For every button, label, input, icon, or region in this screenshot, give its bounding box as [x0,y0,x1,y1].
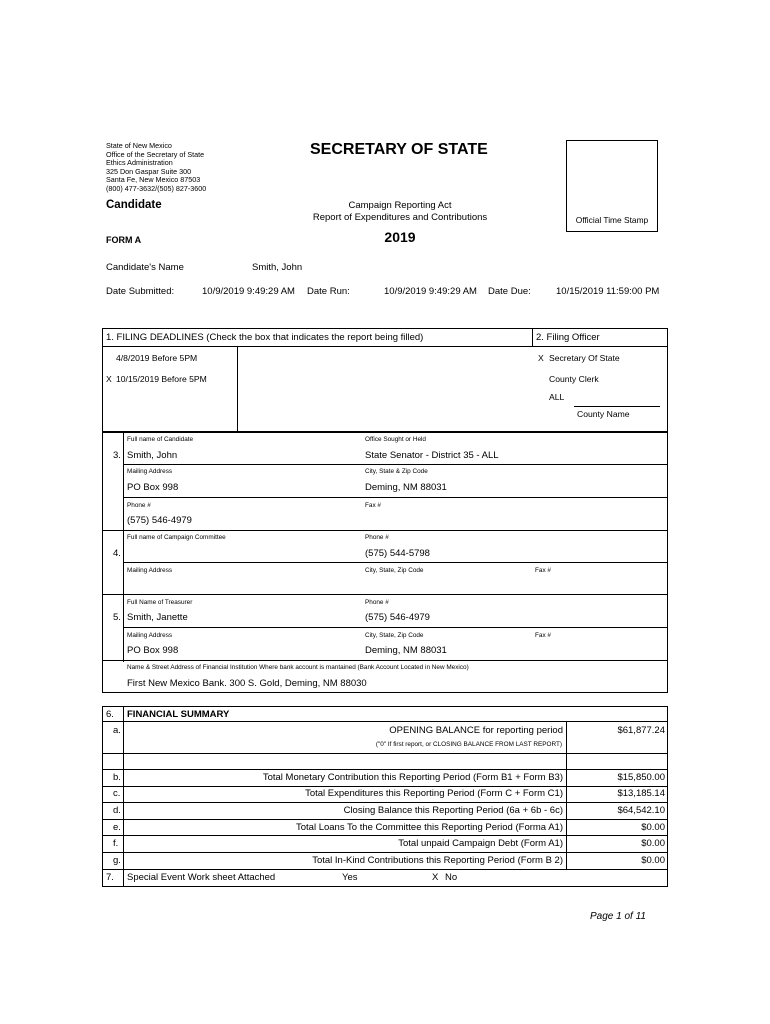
office-label: Office Sought or Held [365,436,426,443]
phone-label: Phone # [127,502,151,509]
city-state-zip-label: City, State & Zip Code [365,468,428,475]
committee-phone: (575) 544-5798 [365,548,430,559]
section-number: 6. [106,709,114,720]
date-run-value: 10/9/2019 9:49:29 AM [384,286,477,297]
deadline-option-2: 10/15/2019 Before 5PM [116,374,207,384]
unpaid-debt-value: $0.00 [641,838,665,849]
candidate-mailing-address: PO Box 998 [127,482,179,493]
page-number: Page 1 of 11 [590,911,646,922]
special-event-no-check: X [432,872,439,883]
address-line: 325 Don Gaspar Suite 300 [106,166,192,176]
treasurer-name-label: Full Name of Treasurer [127,599,193,606]
unpaid-debt-label: Total unpaid Campaign Debt (Form A1) [398,838,563,849]
address-line: Santa Fe, New Mexico 87503 [106,175,201,185]
act-line-1: Campaign Reporting Act [348,200,452,211]
office-address [106,142,206,194]
candidate-name-value: Smith, John [252,262,303,273]
address-line: Office of the Secretary of State [106,149,205,159]
mailing-address-label: Mailing Address [127,468,173,475]
in-kind-value: $0.00 [641,855,665,866]
opening-balance-label: OPENING BALANCE for reporting period [389,725,563,736]
section-number: 3. [113,450,121,461]
total-contributions-value: $15,850.00 [617,772,665,783]
opening-balance-note: ("0" If first report, or CLOSING BALANCE FROM LAST REPORT) [375,741,562,748]
row-letter-g: g. [113,855,121,866]
total-loans-value: $0.00 [641,822,665,833]
financial-summary-title: FINANCIAL SUMMARY [127,709,230,720]
office-sought: State Senator - District 35 - ALL [365,450,499,461]
time-stamp-label: Official Time Stamp [575,215,649,225]
page-title: SECRETARY OF STATE [310,141,488,158]
act-line-2: Report of Expenditures and Contributions [312,212,488,223]
total-loans-label: Total Loans To the Committee this Reporting Period (Forma A1) [295,822,563,833]
full-name-label: Full name of Candidate [127,436,194,443]
filing-officer-header: 2. Filing Officer [536,332,600,343]
row-letter-e: e. [113,822,121,833]
date-run-label: Date Run: [307,286,350,297]
act-title [300,200,500,224]
address-line: (800) 477-3632/(505) 827-3600 [106,183,207,193]
bank-label: Name & Street Address of Financial Institution Where bank account is mantained (Bank Account Located in New Mexico) [127,664,469,671]
county-name-label: County Name [577,409,630,419]
candidate-city: Deming, NM 88031 [365,482,447,493]
total-contributions-label: Total Monetary Contribution this Reporting Period (Form B1 + Form B3) [262,772,563,783]
mailing-address-label: Mailing Address [127,632,173,639]
date-due-value: 10/15/2019 11:59:00 PM [556,286,660,297]
section-number: 4. [113,548,121,559]
treasurer-name: Smith, Janette [127,612,188,623]
closing-balance-value: $64,542.10 [617,805,665,816]
report-year: 2019 [384,229,416,245]
officer-option-all: ALL [549,392,565,402]
date-due-label: Date Due: [488,286,531,297]
bank-name-address: First New Mexico Bank. 300 S. Gold, Deming, NM 88030 [127,678,367,689]
closing-balance-label: Closing Balance this Reporting Period (6a + 6b - 6c) [343,805,563,816]
deadline-2-check: X [106,374,112,384]
date-submitted-label: Date Submitted: [106,286,175,297]
special-event-label: Special Event Work sheet Attached [127,872,276,883]
mailing-address-label: Mailing Address [127,567,173,574]
phone-label: Phone # [365,534,389,541]
treasurer-city: Deming, NM 88031 [365,645,447,656]
opening-balance-value: $61,877.24 [617,725,665,736]
officer-1-check: X [538,353,544,363]
date-submitted-value: 10/9/2019 9:49:29 AM [202,286,295,297]
officer-option-sos: Secretary Of State [549,353,620,363]
special-event-no: No [445,872,458,883]
in-kind-label: Total In-Kind Contributions this Reporting Period (Form B 2) [312,855,563,866]
deadline-option-1: 4/8/2019 Before 5PM [116,353,198,363]
city-state-zip-label: City, State, Zip Code [365,567,424,574]
committee-name-label: Full name of Campaign Committee [127,534,226,541]
treasurer-mailing-address: PO Box 998 [127,645,179,656]
fax-label: Fax # [535,567,551,574]
candidate-name-label: Candidate's Name [106,262,184,273]
row-letter-a: a. [113,725,121,736]
filing-deadlines-header: 1. FILING DEADLINES (Check the box that indicates the report being filled) [106,332,424,343]
phone-label: Phone # [365,599,389,606]
row-letter-b: b. [113,772,121,783]
row-letter-d: d. [113,805,121,816]
fax-label: Fax # [365,502,381,509]
total-expenditures-value: $13,185.14 [617,788,665,799]
address-line: State of New Mexico [106,141,172,150]
address-line: Ethics Administration [106,158,173,168]
row-letter-c: c. [113,788,121,799]
candidate-phone: (575) 546-4979 [127,515,192,526]
candidate-heading: Candidate [106,199,162,211]
fax-label: Fax # [535,632,551,639]
section-number: 5. [113,612,121,623]
special-event-yes: Yes [342,872,358,883]
city-state-zip-label: City, State, Zip Code [365,632,424,639]
total-expenditures-label: Total Expenditures this Reporting Period (Form C + Form C1) [305,788,563,799]
candidate-full-name: Smith, John [127,450,178,461]
row-letter-f: f. [113,838,119,849]
form-label: FORM A [106,235,142,245]
treasurer-phone: (575) 546-4979 [365,612,430,623]
section-number: 7. [106,872,114,883]
officer-option-county-clerk: County Clerk [549,374,599,384]
